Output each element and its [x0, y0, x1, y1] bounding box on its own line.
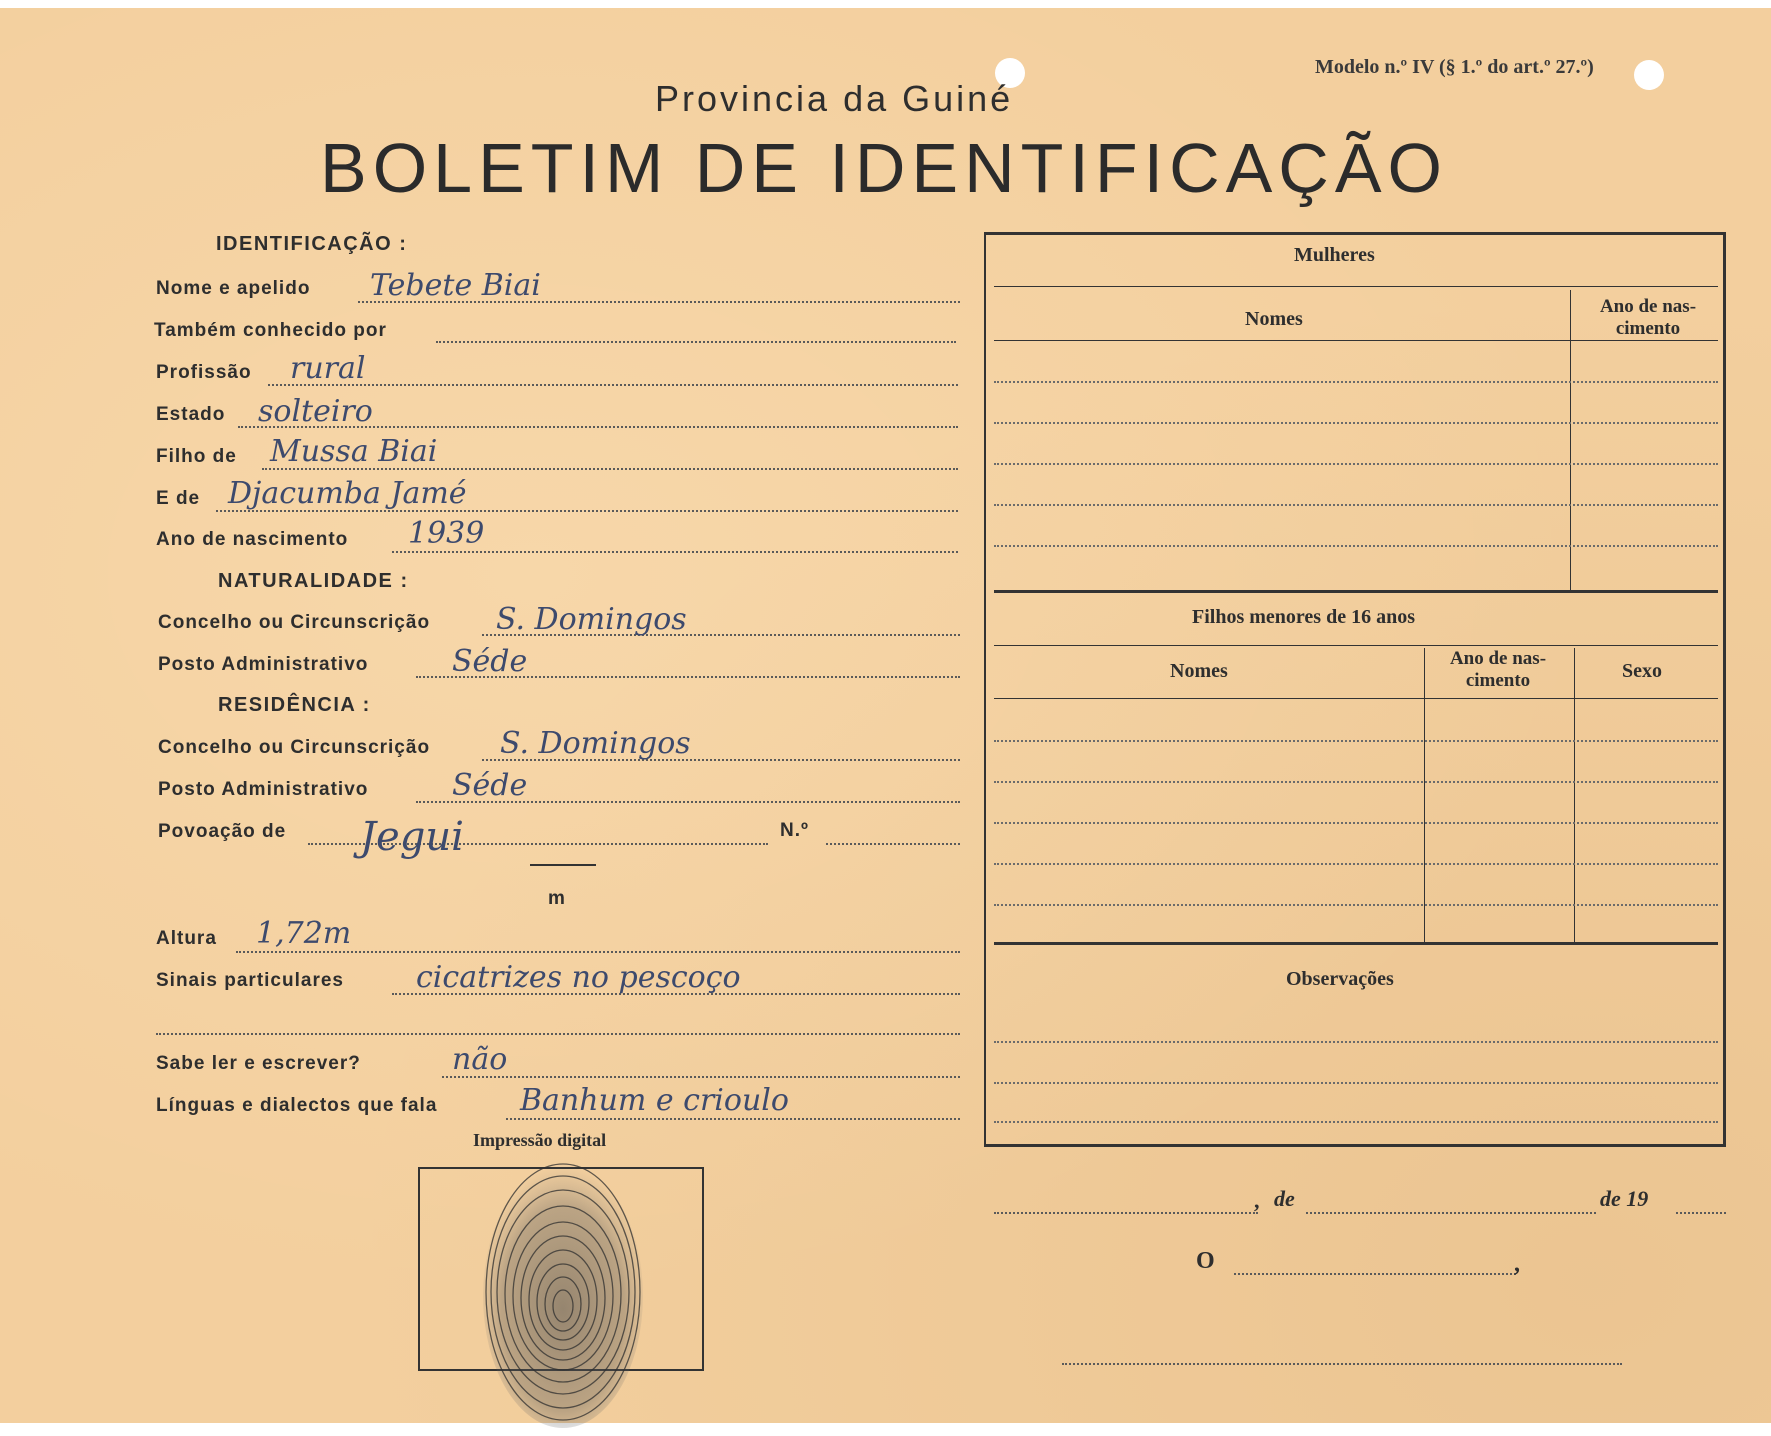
filhos-row-2 [994, 781, 1718, 783]
label-nat-posto: Posto Administrativo [158, 654, 369, 675]
document-title: BOLETIM DE IDENTIFICAÇÃO [320, 129, 1448, 207]
value-res-concelho: S. Domingos [500, 726, 691, 761]
mulheres-bottom-rule [994, 590, 1718, 593]
filhos-row-4 [994, 863, 1718, 865]
line-signature [1062, 1363, 1622, 1365]
observacoes-heading: Observações [1286, 968, 1394, 990]
value-povoacao: Jegui [360, 814, 464, 860]
filhos-row-3 [994, 822, 1718, 824]
label-profissao: Profissão [156, 362, 252, 383]
label-altura: Altura [156, 928, 217, 949]
section-naturalidade: NATURALIDADE : [218, 570, 409, 592]
filhos-col-ano-line1: Ano de nas- [1449, 648, 1547, 669]
filhos-col-ano-line2: cimento [1465, 670, 1531, 691]
table-right-border [1723, 232, 1726, 1147]
label-ano-nascimento: Ano de nascimento [156, 529, 349, 550]
footer-o: O [1196, 1248, 1215, 1274]
document-page [0, 8, 1771, 1423]
footer-de-19: de 19 [1600, 1186, 1649, 1211]
mulheres-col-ano-line1: Ano de nas- [1599, 296, 1697, 317]
observacoes-row-1 [994, 1041, 1718, 1043]
line-profissao [268, 384, 958, 386]
filhos-bottom-rule [994, 942, 1718, 945]
label-sinais: Sinais particulares [156, 970, 344, 991]
line-numero [826, 843, 960, 845]
line-sabe-ler [442, 1076, 960, 1078]
line-place [994, 1212, 1258, 1214]
value-nome: Tebete Biai [370, 268, 541, 303]
mulheres-heading: Mulheres [1294, 244, 1375, 266]
filhos-header-rule [994, 698, 1718, 699]
modelo-number: Modelo n.º IV (§ 1.º do art.º 27.º) [1315, 56, 1594, 78]
label-impressao-digital: Impressão digital [473, 1130, 607, 1150]
value-nat-posto: Séde [452, 644, 528, 679]
footer-comma: , [1254, 1188, 1260, 1213]
table-left-border [984, 232, 986, 1147]
footer-de: de [1274, 1186, 1295, 1211]
filhos-col-divider-2 [1574, 648, 1575, 944]
filhos-row-5 [994, 904, 1718, 906]
section-identificacao: IDENTIFICAÇÃO : [216, 233, 408, 255]
mulheres-row-2 [994, 422, 1718, 424]
mulheres-heading-rule [994, 286, 1718, 287]
mulheres-col-ano-line2: cimento [1615, 318, 1681, 339]
metro-unit: m [548, 888, 566, 909]
value-nat-concelho: S. Domingos [496, 602, 687, 637]
value-res-posto: Séde [452, 768, 528, 803]
province-name: Provincia da Guiné [655, 78, 1014, 119]
mulheres-row-1 [994, 381, 1718, 383]
filhos-col-sexo: Sexo [1622, 660, 1662, 682]
punch-hole-right [1634, 60, 1664, 90]
label-conhecido: Também conhecido por [154, 320, 387, 341]
label-nome: Nome e apelido [156, 278, 311, 299]
line-sinais-2 [156, 1033, 960, 1035]
value-linguas: Banhum e crioulo [520, 1083, 789, 1118]
label-res-posto: Posto Administrativo [158, 779, 369, 800]
value-filho-de: Mussa Biai [270, 434, 438, 469]
section-residencia: RESIDÊNCIA : [218, 694, 371, 716]
line-ano-nascimento [392, 551, 958, 553]
mulheres-row-4 [994, 504, 1718, 506]
label-numero: N.º [780, 820, 809, 841]
value-estado: solteiro [258, 394, 373, 429]
mulheres-col-nomes: Nomes [1245, 308, 1303, 330]
value-ano-nascimento: 1939 [408, 516, 485, 551]
mulheres-header-rule [994, 340, 1718, 341]
filhos-col-ano [1428, 648, 1568, 692]
label-sabe-ler: Sabe ler e escrever? [156, 1053, 361, 1074]
label-filho-de: Filho de [156, 446, 237, 467]
mulheres-row-3 [994, 463, 1718, 465]
metro-rule [530, 864, 596, 866]
filhos-col-nomes: Nomes [1170, 660, 1228, 682]
value-altura: 1,72m [256, 916, 352, 951]
label-e-de: E de [156, 488, 201, 509]
line-conhecido [436, 341, 956, 343]
value-sabe-ler: não [452, 1042, 508, 1077]
fingerprint-image [478, 1156, 648, 1428]
label-estado: Estado [156, 404, 226, 425]
value-profissao: rural [290, 351, 366, 386]
table-bottom-border [984, 1144, 1726, 1147]
line-official [1234, 1273, 1516, 1275]
label-povoacao: Povoação de [158, 821, 287, 842]
filhos-heading: Filhos menores de 16 anos [1192, 606, 1415, 628]
table-top-border [984, 232, 1726, 235]
label-nat-concelho: Concelho ou Circunscrição [158, 612, 431, 633]
filhos-col-divider-1 [1424, 648, 1425, 944]
line-altura [236, 951, 960, 953]
label-res-concelho: Concelho ou Circunscrição [158, 737, 431, 758]
observacoes-row-3 [994, 1121, 1718, 1123]
mulheres-col-ano [1576, 296, 1720, 340]
line-month [1306, 1212, 1596, 1214]
label-linguas: Línguas e dialectos que fala [156, 1095, 438, 1116]
observacoes-row-2 [994, 1082, 1718, 1084]
footer-comma-2: , [1514, 1251, 1520, 1277]
mulheres-row-5 [994, 545, 1718, 547]
value-e-de: Djacumba Jamé [228, 476, 467, 511]
filhos-heading-rule [994, 645, 1718, 646]
filhos-row-1 [994, 740, 1718, 742]
line-year [1676, 1212, 1726, 1214]
value-sinais: cicatrizes no pescoço [416, 960, 741, 995]
line-linguas [506, 1118, 960, 1120]
